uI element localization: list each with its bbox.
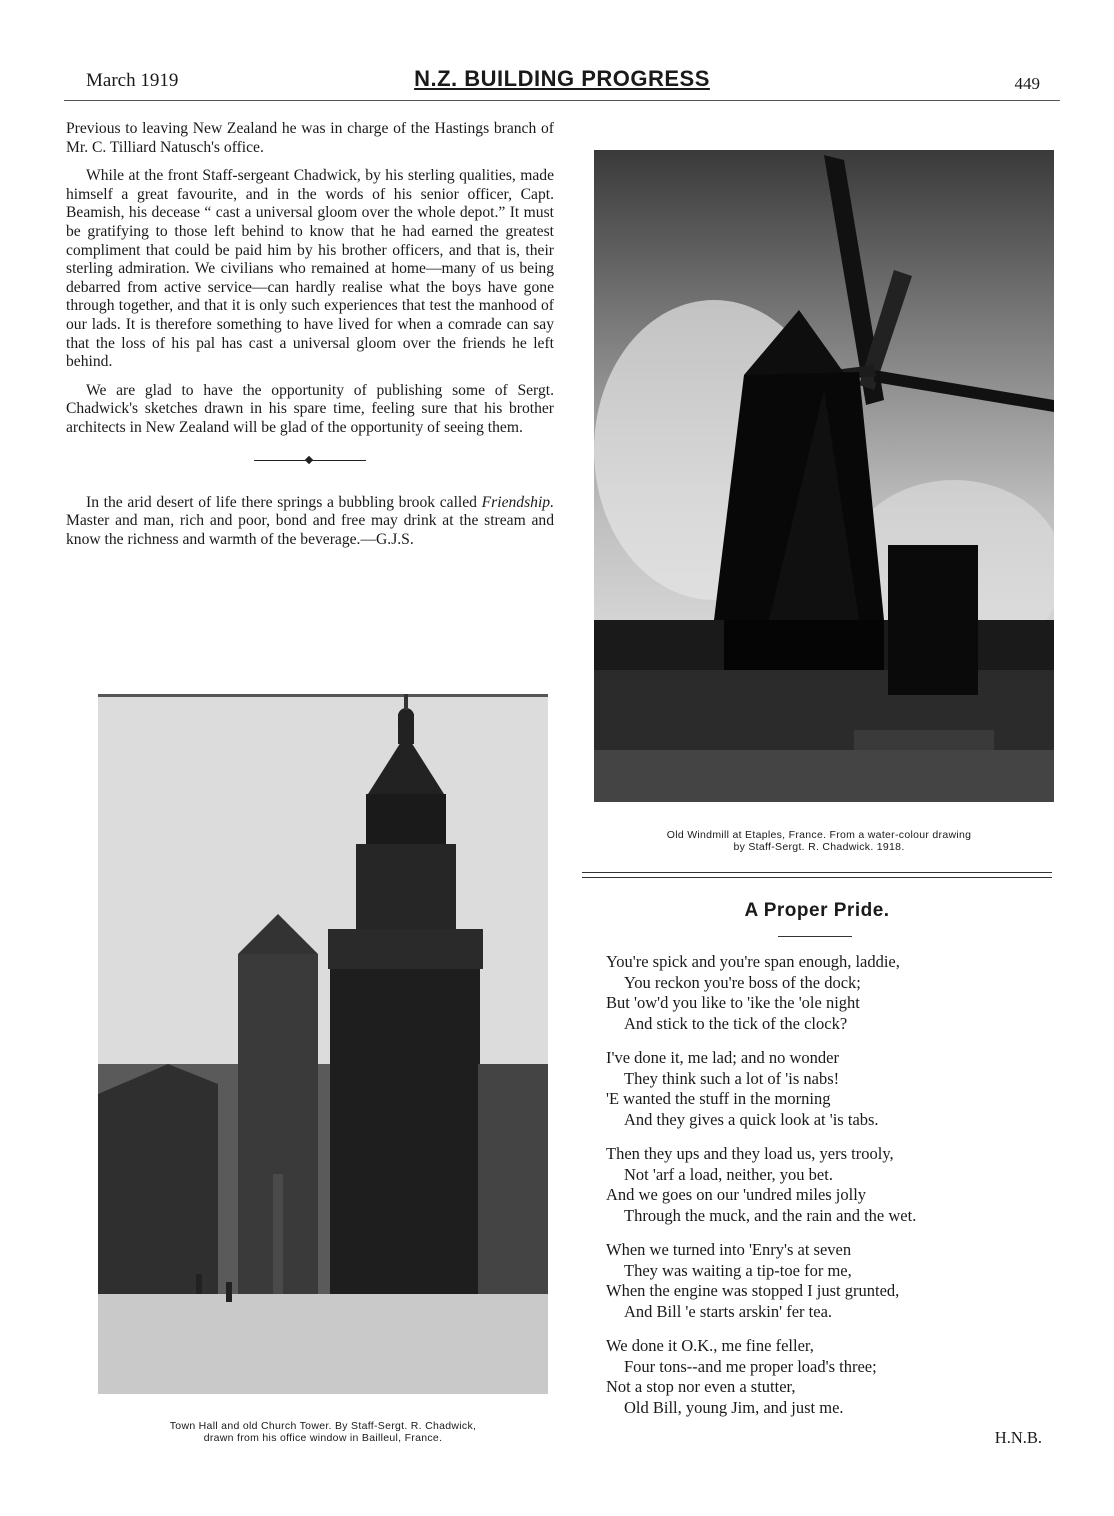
- poem-line: Not 'arf a load, neither, you bet.: [624, 1164, 833, 1184]
- poem-line: And we goes on our 'undred miles jolly: [606, 1185, 867, 1204]
- poem-line: And they gives a quick look at 'is tabs.: [624, 1109, 879, 1129]
- poem-body: [606, 952, 1056, 1432]
- poem-line: I've done it, me lad; and no wonder: [606, 1048, 839, 1067]
- town-hall-caption-line: drawn from his office window in Bailleul, France.: [203, 1432, 443, 1444]
- poem-line: Four tons--and me proper load's three;: [624, 1356, 877, 1376]
- poem-stanza: [606, 1240, 1056, 1322]
- poem-line: Through the muck, and the rain and the wet.: [624, 1205, 917, 1225]
- poem-line: They think such a lot of 'is nabs!: [624, 1068, 840, 1088]
- poem-line: And Bill 'e starts arskin' fer tea.: [624, 1301, 833, 1321]
- poem-line: You're spick and you're span enough, laddie,: [606, 952, 900, 971]
- poem-title-rule: [778, 936, 852, 937]
- quote-emphasis: Friendship.: [481, 493, 554, 511]
- poem-stanza: [606, 1048, 1056, 1130]
- windmill-caption-line: by Staff-Sergt. R. Chadwick. 1918.: [733, 841, 905, 853]
- poem-line: But 'ow'd you like to 'ike the 'ole night: [606, 993, 860, 1012]
- town-hall-drawing: [98, 694, 548, 1394]
- article-paragraph: Previous to leaving New Zealand he was in charge of the Hastings branch of Mr. C. Tilliard Natusch's office.: [66, 120, 554, 156]
- section-rule: [582, 872, 1052, 873]
- poem-line: You reckon you're boss of the dock;: [624, 972, 861, 992]
- friendship-quote: [66, 494, 554, 550]
- ornamental-divider: [254, 458, 366, 464]
- poem-line: When the engine was stopped I just grunted,: [606, 1281, 900, 1300]
- poem-title: A Proper Pride.: [744, 900, 890, 921]
- town-hall-caption-line: Town Hall and old Church Tower. By Staff-Sergt. R. Chadwick,: [169, 1420, 477, 1432]
- poem-line: 'E wanted the stuff in the morning: [606, 1089, 831, 1108]
- windmill-caption-line: Old Windmill at Etaples, France. From a water-colour drawing: [666, 829, 972, 841]
- windmill-caption: [584, 829, 1054, 853]
- poem-line: And stick to the tick of the clock?: [624, 1013, 848, 1033]
- windmill-drawing: [594, 150, 1054, 802]
- article-column: [66, 120, 554, 559]
- quote-text-start: In the arid desert of life there springs a bubbling brook called: [86, 493, 482, 511]
- quote-text-end: Master and man, rich and poor, bond and free may drink at the stream and know the richness and warmth of the beverage.—G.J.S.: [66, 512, 554, 548]
- poem-line: They was waiting a tip-toe for me,: [624, 1260, 852, 1280]
- article-paragraph: While at the front Staff-sergeant Chadwick, by his sterling qualities, made himself a great favourite, and in the words of his senior officer, Capt. Beamish, his decease “ cast a universal gloom over the whole depot.” It must be gratifying to those left behind to know that he had earned the greatest compliment that could be paid him by his brother officers, and that is, their sterling admiration. We civilians who remained at home—many of us being debarred from active service—can hardly realise what the boys have gone through together, and that it is only such experiences that test the manhood of our lads. It is therefore something to have lived for when a comrade can say that the loss of his pal has cast a universal gloom over the friends he left behind.: [66, 167, 554, 371]
- poem-line: Not a stop nor even a stutter,: [606, 1377, 796, 1396]
- windmill-illustration: [594, 150, 1054, 802]
- poem-stanza: [606, 1144, 1056, 1226]
- poem-line: Old Bill, young Jim, and just me.: [624, 1397, 844, 1417]
- section-rule: [582, 877, 1052, 878]
- publication-title: N.Z. BUILDING PROGRESS: [414, 66, 710, 91]
- poem-stanza: [606, 952, 1056, 1034]
- poem-line: We done it O.K., me fine feller,: [606, 1336, 814, 1355]
- page-number: 449: [1014, 74, 1040, 93]
- issue-date: March 1919: [86, 70, 179, 91]
- poem-line: Then they ups and they load us, yers trooly,: [606, 1144, 894, 1163]
- poem-line: When we turned into 'Enry's at seven: [606, 1240, 852, 1259]
- article-paragraph: We are glad to have the opportunity of publishing some of Sergt. Chadwick's sketches drawn in his spare time, feeling sure that his brother architects in New Zealand will be glad of the opportunity of seeing them.: [66, 381, 554, 436]
- poem-signature: H.N.B.: [994, 1428, 1042, 1447]
- town-hall-illustration: [98, 694, 548, 1394]
- town-hall-caption: [66, 1420, 580, 1444]
- poem-stanza: [606, 1336, 1056, 1418]
- page-header: [64, 64, 1060, 101]
